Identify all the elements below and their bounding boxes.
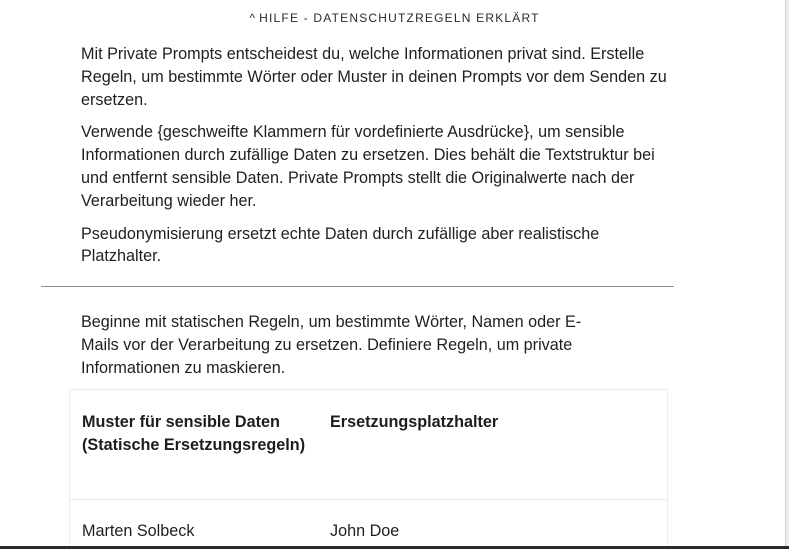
- section-divider: [41, 286, 674, 287]
- rules-intro-text: Beginne mit statischen Regeln, um bestimmte Wörter, Namen oder E-Mails vor der Verarbeitung zu ersetzen. Definiere Regeln, um private Informationen zu maskieren.: [81, 313, 582, 377]
- table-row: [70, 500, 667, 550]
- help-content: [81, 43, 673, 278]
- help-section-title: HILFE - DATENSCHUTZREGELN ERKLÄRT: [259, 11, 540, 25]
- rule-pattern-cell[interactable]: Marten Solbeck: [82, 522, 195, 540]
- column-header-replacement: Ersetzungsplatzhalter: [330, 413, 499, 431]
- table-header-row: [70, 390, 667, 500]
- chevron-up-icon[interactable]: ^: [249, 11, 257, 25]
- help-section-toggle[interactable]: [0, 11, 789, 25]
- help-paragraph-3: Pseudonymisierung ersetzt echte Daten durch zufällige aber realistische Platzhalter.: [81, 224, 600, 266]
- help-paragraph-2: Verwende {geschweifte Klammern für vordefinierte Ausdrücke}, um sensible Informationen durch zufällige Daten zu ersetzen. Dies behält die Textstruktur bei und entfernt sensible Daten. Private Prompts stellt die Originalwerte nach der Verarbeitung wieder her.: [81, 123, 655, 210]
- help-paragraph-1: Mit Private Prompts entscheidest du, welche Informationen privat sind. Erstelle Regeln, um bestimmte Wörter oder Muster in deinen Prompts vor dem Senden zu ersetzen.: [81, 45, 667, 109]
- rule-replacement-cell[interactable]: John Doe: [330, 522, 400, 540]
- static-rules-table: [69, 389, 668, 550]
- column-header-pattern: Muster für sensible Daten (Statische Ersetzungsregeln): [82, 413, 306, 454]
